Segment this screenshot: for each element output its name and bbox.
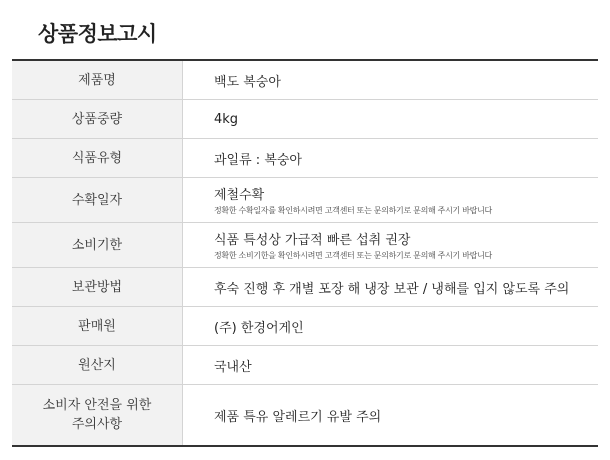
table-row-origin	[12, 346, 598, 385]
table-row-harvest-date	[12, 178, 598, 223]
row-label: 식품유형	[12, 139, 183, 177]
row-label: 판매원	[12, 307, 183, 345]
row-value	[183, 178, 598, 222]
row-label: 원산지	[12, 346, 183, 384]
row-value-text: (주) 한경어게인	[214, 320, 304, 336]
row-value	[183, 385, 598, 445]
page-title: 상품정보고시	[38, 22, 157, 46]
row-value	[183, 139, 598, 177]
row-value-text: 식품 특성상 가급적 빠른 섭취 권장	[214, 233, 411, 248]
row-value-text: 백도 복숭아	[214, 74, 281, 90]
table-row-seller	[12, 307, 598, 346]
row-label: 제품명	[12, 61, 183, 99]
row-note-text: 정확한 소비기한을 확인하시려면 고객센터 또는 문의하기로 문의해 주시기 바랍니다	[214, 251, 492, 260]
row-label-line: 소비자 안전을 위한	[42, 398, 152, 413]
row-value-text: 제품 특유 알레르기 유발 주의	[214, 409, 382, 425]
row-value	[183, 100, 598, 138]
table-row-storage	[12, 268, 598, 307]
row-note-text: 정확한 수확일자를 확인하시려면 고객센터 또는 문의하기로 문의해 주시기 바랍니다	[214, 206, 492, 215]
row-label: 상품중량	[12, 100, 183, 138]
row-label: 소비기한	[12, 223, 183, 267]
row-value	[183, 61, 598, 99]
table-row-weight	[12, 100, 598, 139]
row-value-text: 4kg	[214, 111, 239, 127]
row-value-text: 과일류 : 복숭아	[214, 152, 302, 168]
row-value-text: 후숙 진행 후 개별 포장 해 냉장 보관 / 냉해를 입지 않도록 주의	[214, 281, 570, 297]
product-info-table	[12, 59, 598, 447]
row-label: 보관방법	[12, 268, 183, 306]
table-row-food-type	[12, 139, 598, 178]
row-value-text: 국내산	[214, 359, 252, 375]
row-label-line: 주의사항	[71, 417, 123, 432]
row-label: 수확일자	[12, 178, 183, 222]
row-value	[183, 307, 598, 345]
row-value	[183, 346, 598, 384]
table-row-safety-notice	[12, 385, 598, 445]
table-row-product-name	[12, 61, 598, 100]
row-value	[183, 268, 598, 306]
row-value-text: 제철수확	[214, 188, 265, 203]
row-value	[183, 223, 598, 267]
table-row-expiry	[12, 223, 598, 268]
row-label	[12, 385, 183, 445]
